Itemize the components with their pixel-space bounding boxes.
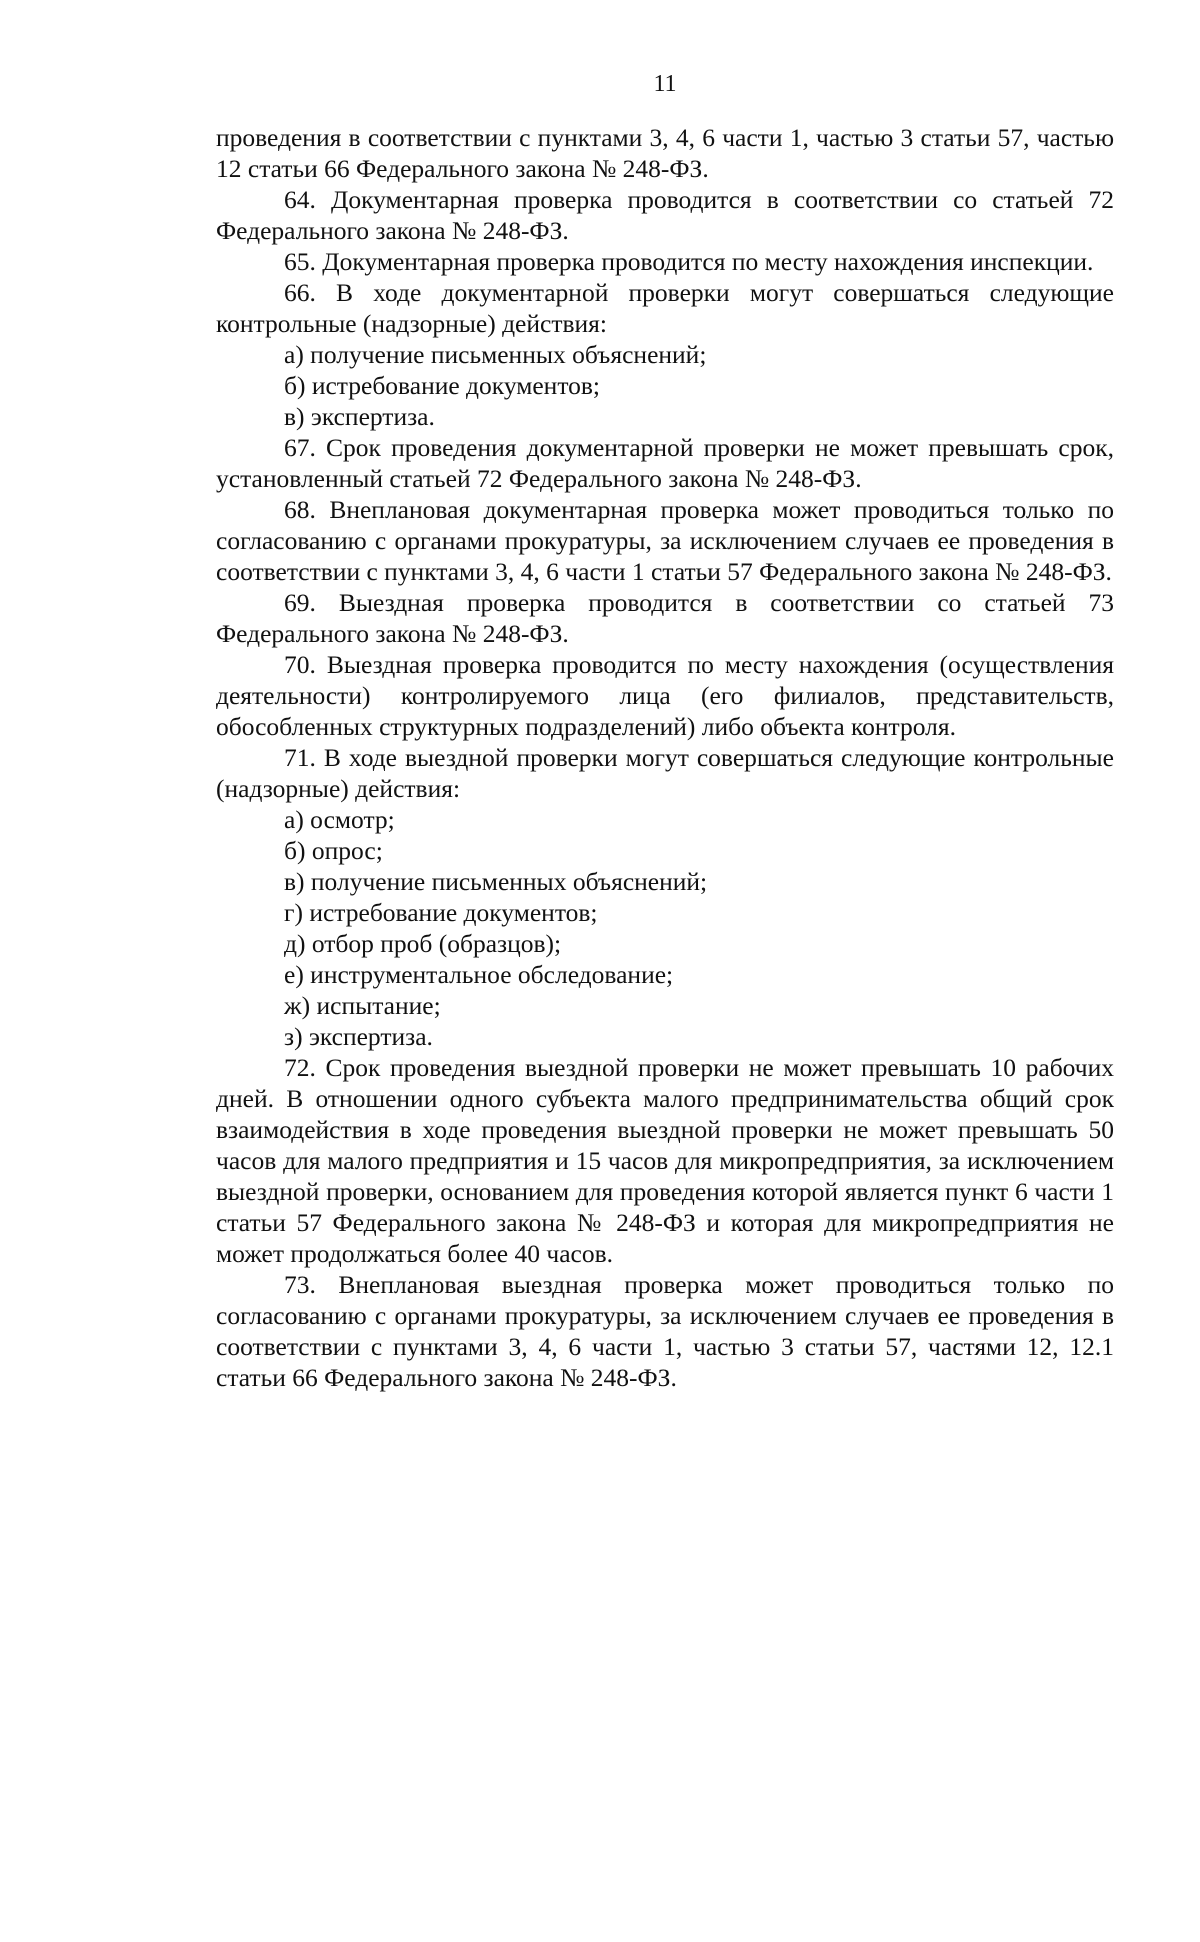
list-item: а) осмотр; xyxy=(284,805,395,834)
paragraph-66: 66. В ходе документарной проверки могут совершаться следующие контрольные (надзорные) действия: xyxy=(216,278,1114,338)
list-item: д) отбор проб (образцов); xyxy=(284,929,562,958)
paragraph-73: 73. Внеплановая выездная проверка может проводиться только по согласованию с органами прокуратуры, за исключением случаев ее проведения в соответствии с пунктами 3, 4, 6 части 1, частью 3 статьи 57, частями 12, 12.1 статьи 66 Федерального закона № 248-ФЗ. xyxy=(216,1270,1114,1392)
page-number: 11 xyxy=(653,71,677,97)
paragraph-continuation: проведения в соответствии с пунктами 3, 4, 6 части 1, частью 3 статьи 57, частью 12 статьи 66 Федерального закона № 248-ФЗ. xyxy=(216,123,1114,183)
list-item: ж) испытание; xyxy=(284,991,441,1020)
paragraph-68: 68. Внеплановая документарная проверка может проводиться только по согласованию с органами прокуратуры, за исключением случаев ее проведения в соответствии с пунктами 3, 4, 6 части 1 статьи 57 Федерального закона № 248-ФЗ. xyxy=(216,495,1114,586)
list-item: з) экспертиза. xyxy=(284,1022,433,1051)
paragraph-70: 70. Выездная проверка проводится по месту нахождения (осуществления деятельности) контролируемого лица (его филиалов, представительств, обособленных структурных подразделений) либо объекта контроля. xyxy=(216,650,1114,741)
paragraph-67: 67. Срок проведения документарной проверки не может превышать срок, установленный статьей 72 Федерального закона № 248-ФЗ. xyxy=(216,433,1114,493)
paragraph-71: 71. В ходе выездной проверки могут совершаться следующие контрольные (надзорные) действия: xyxy=(216,743,1114,803)
list-item: г) истребование документов; xyxy=(284,898,598,927)
paragraph-65: 65. Документарная проверка проводится по месту нахождения инспекции. xyxy=(284,247,1094,276)
list-item: б) истребование документов; xyxy=(284,371,601,400)
list-item: в) экспертиза. xyxy=(284,402,435,431)
paragraph-72: 72. Срок проведения выездной проверки не может превышать 10 рабочих дней. В отношении одного субъекта малого предпринимательства общий срок взаимодействия в ходе проведения выездной проверки не может превышать 50 часов для малого предприятия и 15 часов для микропредприятия, за исключением выездной проверки, основанием для проведения которой является пункт 6 части 1 статьи 57 Федерального закона № 248-ФЗ и которая для микропредприятия не может продолжаться более 40 часов. xyxy=(216,1053,1114,1268)
list-item: в) получение письменных объяснений; xyxy=(284,867,708,896)
list-item: а) получение письменных объяснений; xyxy=(284,340,707,369)
list-item: е) инструментальное обследование; xyxy=(284,960,674,989)
document-body xyxy=(216,122,1114,1393)
paragraph-69: 69. Выездная проверка проводится в соответствии со статьей 73 Федерального закона № 248-ФЗ. xyxy=(216,588,1114,648)
paragraph-64: 64. Документарная проверка проводится в соответствии со статьей 72 Федерального закона № 248-ФЗ. xyxy=(216,185,1114,245)
list-item: б) опрос; xyxy=(284,836,383,865)
